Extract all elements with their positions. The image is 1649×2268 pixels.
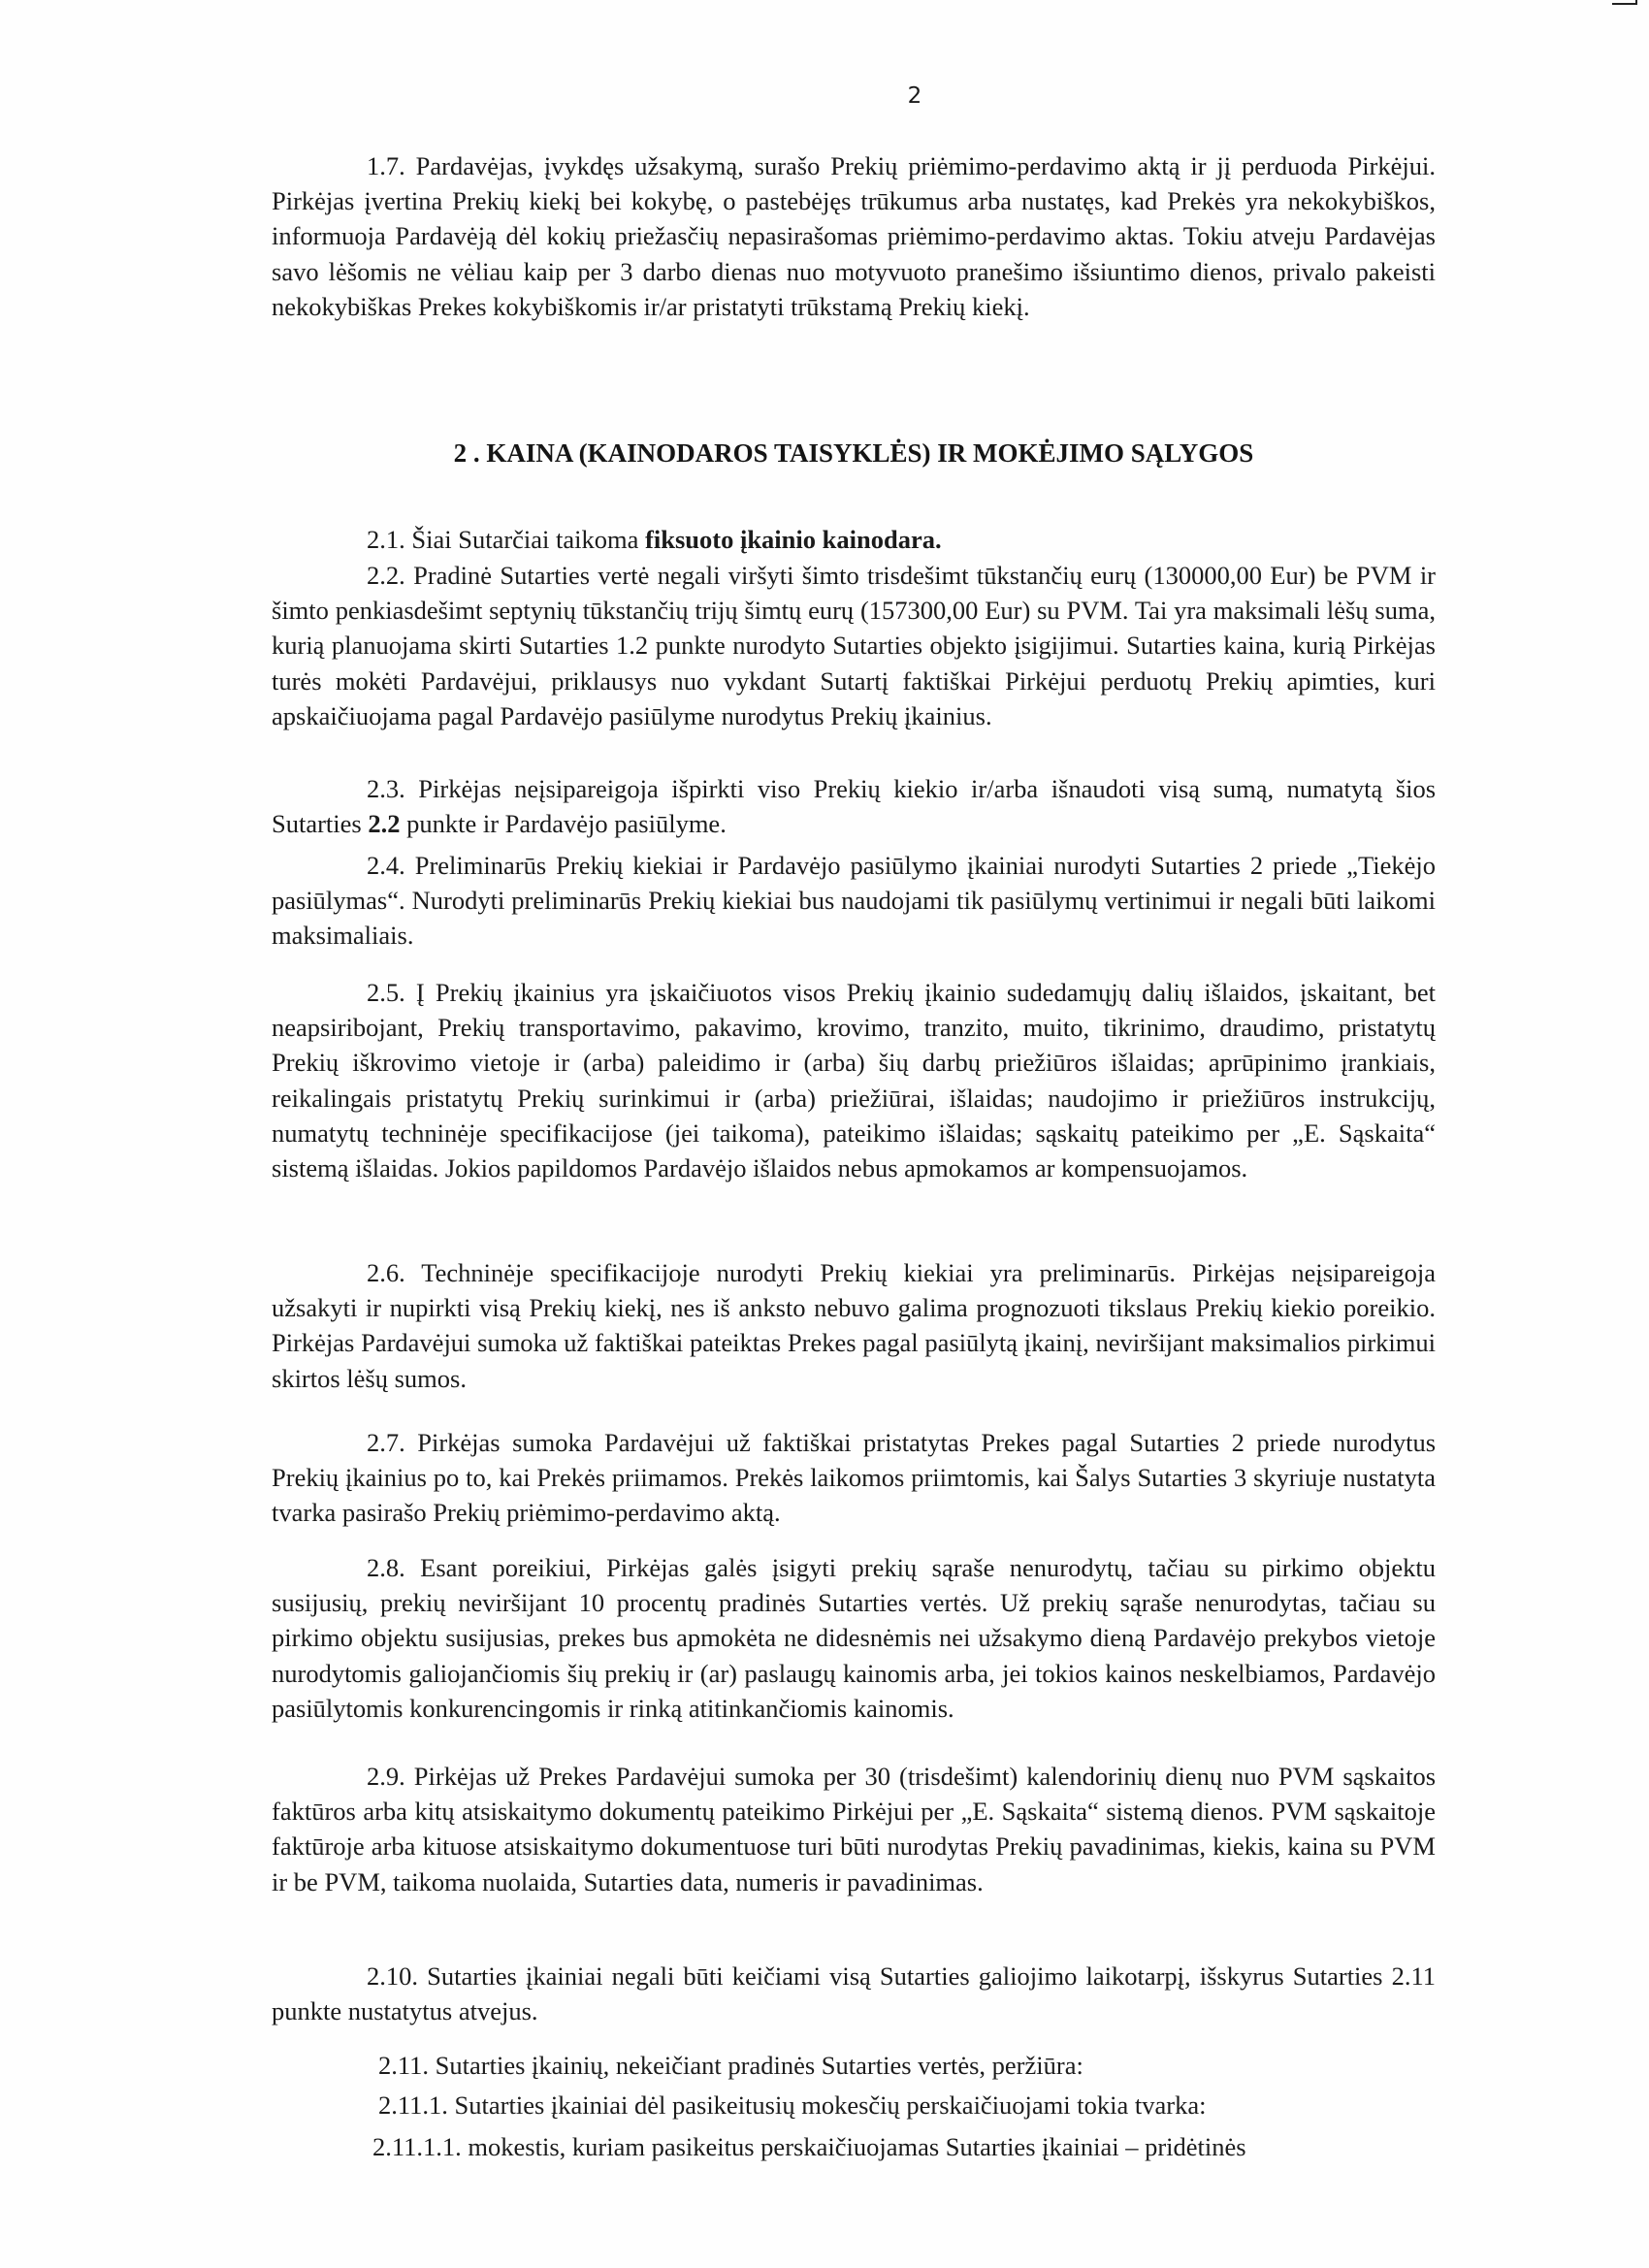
clause-number: 2.9. [367,1762,405,1791]
clause-number: 2.11.1. [378,2090,448,2120]
clause-2-11 [272,2048,1436,2083]
clause-2-3 [272,771,1436,841]
clause-text: Sutarties įkainių, nekeičiant pradinės Sutarties vertės, peržiūra: [435,2051,1083,2080]
clause-text: Sutarties įkainiai dėl pasikeitusių mokesčių perskaičiuojami tokia tvarka: [454,2090,1207,2120]
clause-number: 2.11. [378,2051,430,2080]
clause-2-9 [272,1759,1436,1899]
clause-text: Pirkėjas sumoka Pardavėjui už faktiškai pristatytas Prekes pagal Sutarties 2 priede nurodytus Prekių įkainius po to, kai Prekės priimamos. Prekės laikomos priimtomis, kai Šalys Sutarties 3 skyriuje nustatyta tvarka pasirašo Prekių priėmimo-perdavimo aktą. [272,1428,1437,1528]
clause-number: 2.10. [367,1961,418,1991]
clause-text: mokestis, kuriam pasikeitus perskaičiuojamas Sutarties įkainiai – pridėtinės [468,2132,1246,2161]
clause-number: 2.11.1.1. [372,2132,462,2161]
clause-2-8 [272,1550,1436,1726]
clause-text-bold: fiksuoto įkainio kainodara. [645,525,942,554]
clause-text: Techninėje specifikacijoje nurodyti Prekių kiekiai yra preliminarūs. Pirkėjas neįsipareigoja užsakyti ir nupirkti visą Prekių kiekį, nes iš anksto nebuvo galima prognozuoti tikslaus Prekių kiekio poreikio. Pirkėjas Pardavėjui sumoka už faktiškai pateiktas Prekes pagal pasiūlytą įkainį, neviršijant maksimalios pirkimui skirtos lėšų sumos. [272,1258,1436,1393]
clause-text: Esant poreikiui, Pirkėjas galės įsigyti prekių sąraše nenurodytų, tačiau su pirkimo objektu susijusių, prekių neviršijant 10 procentų pradinės Sutarties vertės. Už prekių sąraše nenurodytas, tačiau su pirkimo objektu susijusias, prekes bus apmokėta ne didesnėmis nei užsakymo dieną Pardavėjo prekybos vietoje nurodytomis galiojančiomis šių prekių ir (ar) paslaugų kainomis arba, jei tokios kainos neskelbiamos, Pardavėjo pasiūlytomis konkurencingomis ir rinką atitinkančiomis kainomis. [272,1553,1436,1723]
clause-1-7 [272,148,1436,324]
clause-number: 2.2. [367,561,405,590]
clause-2-5 [272,975,1436,1185]
clause-2-7 [272,1425,1436,1531]
clause-2-10 [272,1959,1436,2028]
clause-number: 2.1. [367,525,405,554]
clause-text-after: punkte ir Pardavėjo pasiūlyme. [400,809,727,839]
clause-number: 2.6. [367,1258,405,1287]
clause-number: 2.8. [367,1553,405,1582]
clause-2-11-1-1 [272,2129,1436,2164]
clause-text: Pirkėjas neįsipareigoja išpirkti viso Prekių kiekio ir/arba išnaudoti visą sumą, numatytą šios Sutarties [272,774,1437,839]
clause-2-6 [272,1255,1436,1396]
clause-2-4 [272,848,1436,954]
clause-text: Į Prekių įkainius yra įskaičiuotos visos Prekių įkainio sudedamųjų dalių išlaidos, įskaitant, bet neapsiribojant, Prekių transportavimo, pakavimo, krovimo, tranzito, muito, tikrinimo, draudimo, pristatytų Prekių iškrovimo vietoje ir (arba) paleidimo ir (arba) šių darbų priežiūros išlaidas; aprūpinimo įrankiais, reikalingais pristatytų Prekių surinkimui ir (arba) priežiūrai, išlaidas; naudojimo ir priežiūros instrukcijų, numatytų techninėje specifikacijose (jei taikoma), pateikimo išlaidas; sąskaitų pateikimo per „E. Sąskaita“ sistemą išlaidas. Jokios papildomos Pardavėjo išlaidos nebus apmokamos ar kompensuojamos. [272,978,1436,1183]
clause-text: Pardavėjas, įvykdęs užsakymą, surašo Prekių priėmimo-perdavimo aktą ir jį perduoda Pirkėjui. Pirkėjas įvertina Prekių kiekį bei kokybę, o pastebėjęs trūkumus arba nustatęs, kad Prekės yra nekokybiškos, informuoja Pardavėją dėl kokių priežasčių nepasirašomas priėmimo-perdavimo aktas. Tokiu atveju Pardavėjas savo lėšomis ne vėliau kaip per 3 darbo dienas nuo motyvuoto pranešimo išsiuntimo dienos, privalo pakeisti nekokybiškas Prekes kokybiškomis ir/ar pristatyti trūkstamą Prekių kiekį. [272,151,1436,321]
clause-text: Pradinė Sutarties vertė negali viršyti šimto trisdešimt tūkstančių eurų (130000,00 Eur) be PVM ir šimto penkiasdešimt septynių tūkstančių trijų šimtų eurų (157300,00 Eur) su PVM. Tai yra maksimali lėšų suma, kurią planuojama skirti Sutarties 1.2 punkte nurodyto Sutarties objekto įsigijimui. Sutarties kaina, kurią Pirkėjas turės mokėti Pardavėjui, priklausys nuo vykdant Sutartį faktiškai Pirkėjui perduotų Prekių apimties, kuri apskaičiuojama pagal Pardavėjo pasiūlyme nurodytus Prekių įkainius. [272,561,1437,730]
clause-text: Sutarties įkainiai negali būti keičiami visą Sutarties galiojimo laikotarpį, išskyrus Sutarties 2.11 punkte nustatytus atvejus. [272,1961,1436,2026]
clause-text-bold: 2.2 [368,809,401,839]
clause-2-2 [272,558,1436,733]
clause-number: 2.7. [367,1428,405,1457]
clause-2-11-1 [272,2088,1436,2122]
clause-text: Preliminarūs Prekių kiekiai ir Pardavėjo pasiūlymo įkainiai nurodyti Sutarties 2 priede „Tiekėjo pasiūlymas“. Nurodyti preliminarūs Prekių kiekiai bus naudojami tik pasiūlymų vertinimui ir negali būti laikomi maksimaliais. [272,851,1436,951]
section-heading: 2 . KAINA (KAINODAROS TAISYKLĖS) IR MOKĖJIMO SĄLYGOS [453,438,1254,468]
clause-text: Pirkėjas už Prekes Pardavėjui sumoka per 30 (trisdešimt) kalendorinių dienų nuo PVM sąskaitos faktūros arba kitų atsiskaitymo dokumentų pateikimo Pirkėjui per „E. Sąskaita“ sistemą dienos. PVM sąskaitoje faktūroje arba kituose atsiskaitymo dokumentuose turi būti nurodytas Prekių pavadinimas, kiekis, kaina su PVM ir be PVM, taikoma nuolaida, Sutarties data, numeris ir pavadinimas. [272,1762,1437,1896]
scan-corner-mark [1612,3,1637,5]
clause-number: 2.4. [367,851,405,880]
clause-number: 2.3. [367,774,405,803]
clause-number: 1.7. [367,151,405,180]
clause-text: Šiai Sutarčiai taikoma [411,525,646,554]
clause-2-1 [272,522,1436,557]
clause-number: 2.5. [367,978,405,1007]
page-number: 2 [907,83,922,109]
